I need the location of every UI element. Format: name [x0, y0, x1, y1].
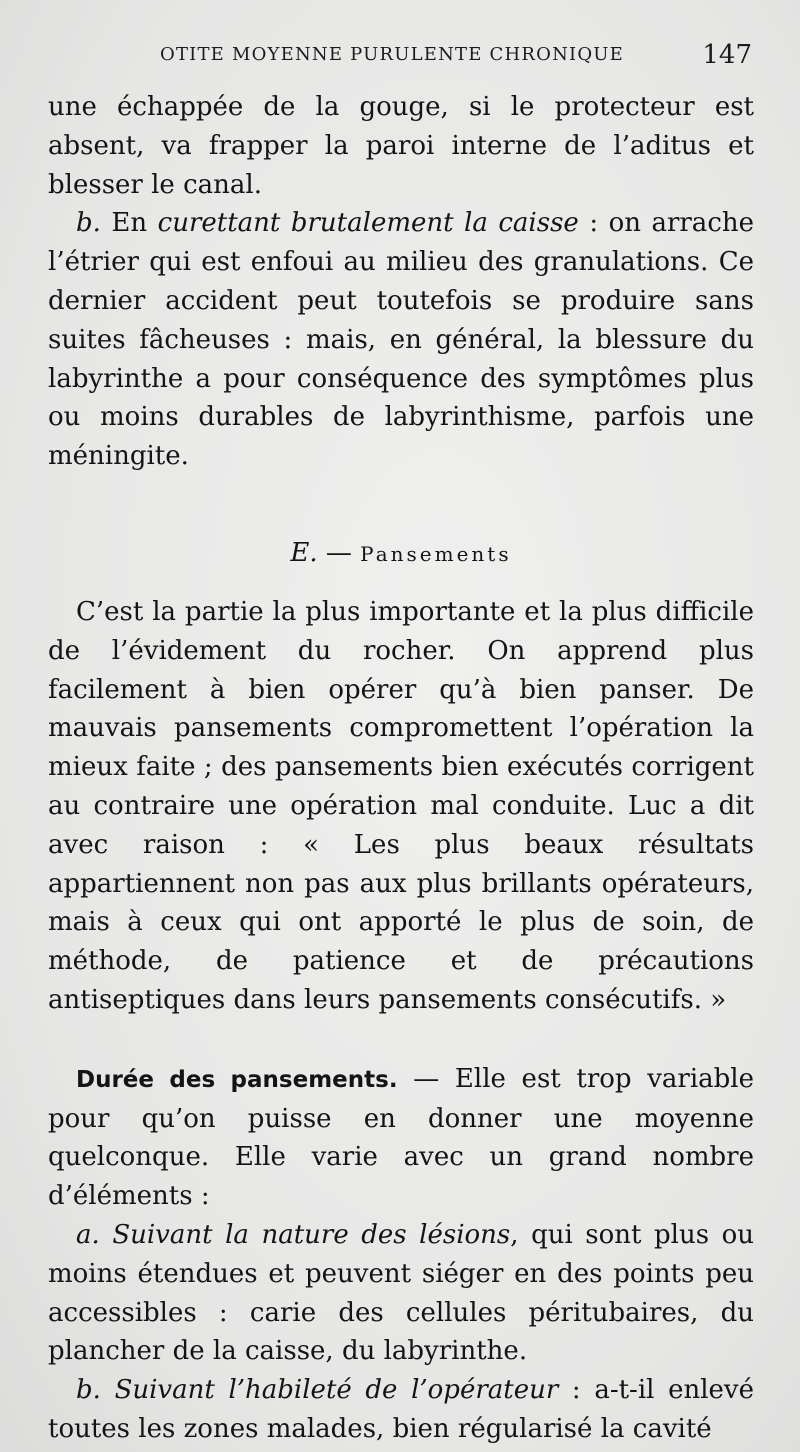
- paragraph-item-b-curettage: [48, 204, 754, 476]
- section-title: Pansements: [360, 541, 512, 566]
- running-head: [0, 40, 800, 74]
- paragraph-text: — Elle est trop variable pour qu’on puisse en donner une moyenne quelconque. Elle varie avec un grand nombre d’éléments :: [48, 1063, 755, 1212]
- paragraph-item-b-operateur: [48, 1371, 754, 1449]
- paragraph-text: une échappée de la gouge, si le protecteur est absent, va frapper la paroi interne de l’aditus et blesser le canal.: [48, 92, 754, 200]
- paragraph-text: , qui sont plus ou moins étendues et peuvent siéger en des points peu accessibles : carie des cellules péritubaires, du plancher de la caisse, du labyrinthe.: [48, 1219, 755, 1367]
- paragraph-text: : a-t-il enlevé toutes les zones malades, bien régularisé la cavité: [48, 1375, 755, 1444]
- italic-phrase: curettant brutalement la caisse: [157, 208, 579, 239]
- paragraph-continuation: [48, 88, 754, 204]
- section-dash: —: [325, 537, 352, 568]
- italic-phrase: Suivant l’habileté de l’opérateur: [114, 1375, 559, 1406]
- paragraph-text: : on arrache l’étrier qui est enfoui au milieu des granulations. Ce dernier accident peut toutefois se produire sans suites fâcheuses : mais, en général, la blessure du labyrinthe a pour conséquence des symptômes plus ou moins durables de labyrinthisme, parfois une méningite.: [48, 208, 755, 472]
- paragraph-text: C’est la partie la plus importante et la plus difficile de l’évidement du rocher. On apprend plus facilement à bien opérer qu’à bien panser. De mauvais pansements compromettent l’opération la mieux faite ; des pansements bien exécutés corrigent au contraire une opération mal conduite. Luc a dit avec raison : « Les plus beaux résultats appartiennent non pas aux plus brillants opérateurs, mais à ceux qui ont apporté le plus de soin, de méthode, de patience et de précautions antiseptiques dans leurs pansements consécutifs. »: [48, 596, 754, 1015]
- running-title: OTITE MOYENNE PURULENTE CHRONIQUE: [160, 44, 625, 65]
- paragraph-item-a-lesions: [48, 1216, 754, 1371]
- item-marker: b.: [76, 1375, 101, 1406]
- page-number: 147: [702, 40, 752, 70]
- paragraph-gap: [48, 1020, 754, 1060]
- paragraph-pansements-intro: [48, 593, 754, 1020]
- italic-phrase: Suivant la nature des lésions: [112, 1219, 511, 1250]
- bold-heading: Durée des pansements.: [76, 1066, 398, 1093]
- item-marker: a.: [76, 1219, 100, 1250]
- section-heading: [48, 534, 754, 573]
- page-body: [48, 88, 754, 1449]
- item-marker: b.: [76, 208, 101, 239]
- paragraph-duree: [48, 1060, 754, 1216]
- paragraph-lead: En: [111, 208, 148, 239]
- section-letter: E.: [290, 537, 318, 568]
